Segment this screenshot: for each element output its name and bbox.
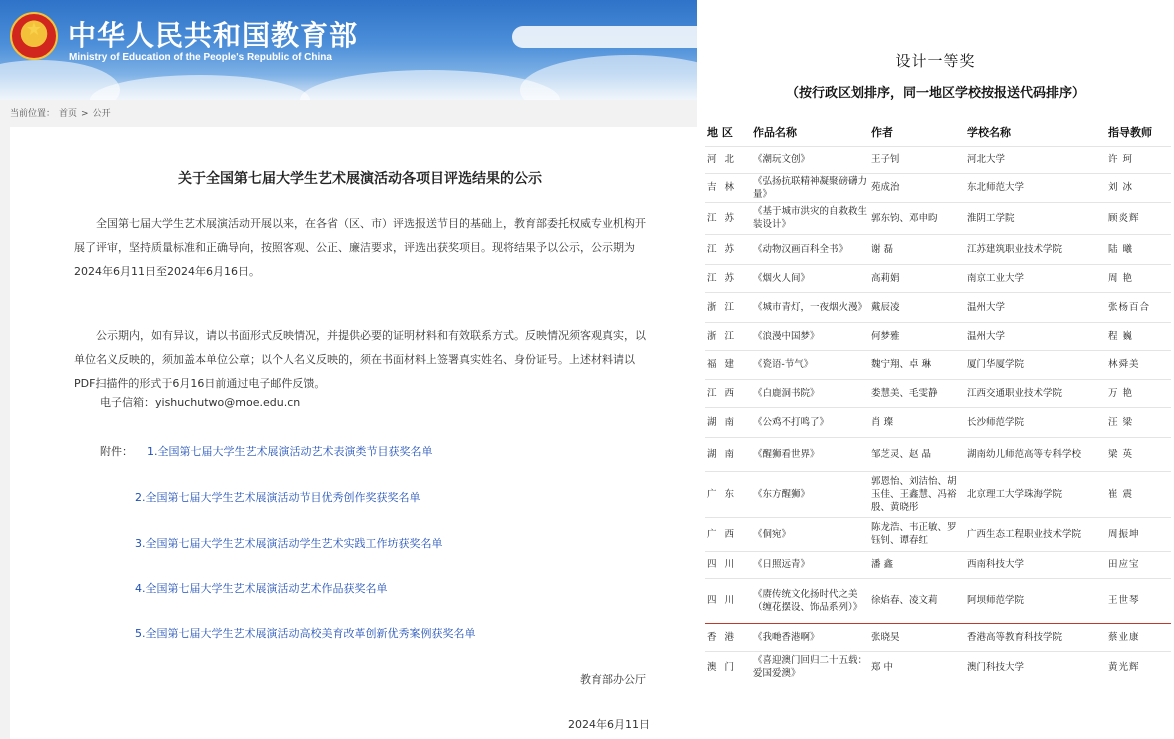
- table-row: [705, 292, 1171, 322]
- breadcrumb-home-link[interactable]: 首页: [59, 109, 78, 119]
- cell-school: 厦门华厦学院: [965, 350, 1106, 379]
- header-region: 地 区: [707, 125, 733, 139]
- cell-school: 南京工业大学: [965, 264, 1106, 292]
- table-row: [705, 551, 1171, 578]
- cell-mentor: 田应宝: [1106, 551, 1171, 578]
- cell-work: 《城市青灯，一夜烟火漫》: [751, 292, 869, 322]
- notice-paragraph-1: 全国第七届大学生艺术展演活动开展以来，在各省（区、市）评选报送节目的基础上，教育部委托权威专业机构开展了评审，坚持质量标准和正确导向，按照客观、公正、廉洁要求，评选出获奖项目。现将结果予以公示，公示期为2024年6月11日至2024年6月16日。: [74, 217, 646, 278]
- cell-region: 香港: [705, 623, 751, 651]
- award-title: 设计一等奖: [895, 52, 976, 70]
- cell-author: 何梦雅: [869, 322, 965, 350]
- table-row: [705, 264, 1171, 292]
- cell-mentor: 顾炎辉: [1106, 202, 1171, 234]
- cell-author: 魏宁翔、卓 琳: [869, 350, 965, 379]
- cell-region: 吉林: [705, 173, 751, 202]
- cell-author: 娄慧美、毛雯静: [869, 379, 965, 407]
- cell-author: 戴辰凌: [869, 292, 965, 322]
- header-mentor: 指导教师: [1108, 125, 1152, 139]
- cell-region: 四川: [705, 551, 751, 578]
- cell-school: 湖南幼儿师范高等专科学校: [965, 437, 1106, 471]
- cell-work: 《我哋香港啊》: [751, 623, 869, 651]
- cell-school: 澳门科技大学: [965, 651, 1106, 683]
- cell-author: 王子钊: [869, 146, 965, 173]
- attachment-link-2[interactable]: 2.全国第七届大学生艺术展演活动节目优秀创作奖获奖名单: [135, 491, 421, 504]
- cell-author: 肖 璨: [869, 407, 965, 437]
- cell-author: 郑 中: [869, 651, 965, 683]
- cell-region: 江西: [705, 379, 751, 407]
- cell-author: 陈龙浩、韦正敏、罗钰钊、谭春红: [869, 517, 965, 551]
- cell-school: 北京理工大学珠海学院: [965, 471, 1106, 517]
- table-row: [705, 471, 1171, 517]
- cell-school: 河北大学: [965, 146, 1106, 173]
- cell-region: 四川: [705, 578, 751, 623]
- cell-work: 《醒狮看世界》: [751, 437, 869, 471]
- cell-region: 福建: [705, 350, 751, 379]
- breadcrumb-separator: >: [81, 109, 89, 119]
- header-school: 学校名称: [967, 125, 1011, 139]
- cell-region: 浙江: [705, 322, 751, 350]
- cell-author: 高莉娟: [869, 264, 965, 292]
- attachment-link-4[interactable]: 4.全国第七届大学生艺术展演活动艺术作品获奖名单: [135, 582, 388, 595]
- attachment-link-1[interactable]: 1.全国第七届大学生艺术展演活动艺术表演类节目获奖名单: [147, 445, 433, 458]
- cell-mentor: 林舜美: [1106, 350, 1171, 379]
- table-row: [705, 202, 1171, 234]
- cell-mentor: 崔 震: [1106, 471, 1171, 517]
- cell-mentor: 梁 英: [1106, 437, 1171, 471]
- cell-region: 江苏: [705, 202, 751, 234]
- ministry-banner: [0, 0, 697, 100]
- breadcrumb: [10, 106, 115, 119]
- cell-author: 徐焰春、凌文莉: [869, 578, 965, 623]
- cell-work: 《潮玩文创》: [751, 146, 869, 173]
- cell-work: 《浪漫中国梦》: [751, 322, 869, 350]
- cell-region: 江苏: [705, 234, 751, 264]
- cell-work: 《瓷语-节气》: [751, 350, 869, 379]
- award-list-panel: [697, 0, 1174, 739]
- cell-region: 广西: [705, 517, 751, 551]
- cell-author: 邹芝灵、赵 晶: [869, 437, 965, 471]
- cell-mentor: 王世琴: [1106, 578, 1171, 623]
- cell-region: 河北: [705, 146, 751, 173]
- cell-author: 郭东钧、邓申昀: [869, 202, 965, 234]
- ministry-name-cn[interactable]: 中华人民共和国教育部: [68, 19, 359, 52]
- cell-school: 东北师范大学: [965, 173, 1106, 202]
- table-row: [705, 407, 1171, 437]
- header-author: 作者: [871, 125, 893, 139]
- breadcrumb-current[interactable]: 公开: [92, 109, 111, 119]
- page-title: 关于全国第七届大学生艺术展演活动各项目评选结果的公示: [178, 171, 542, 187]
- cell-author: 郭恩怡、刘洁怡、胡玉佳、王鑫慧、冯裕殷、黄晓彤: [869, 471, 965, 517]
- article-card: [10, 127, 697, 739]
- table-row: [705, 146, 1171, 173]
- award-table: [705, 118, 1171, 683]
- contact-email: 电子信箱：yishuchutwo@moe.edu.cn: [100, 396, 301, 409]
- search-input[interactable]: [512, 26, 697, 48]
- cell-mentor: 刘 冰: [1106, 173, 1171, 202]
- cell-mentor: 陆 曦: [1106, 234, 1171, 264]
- table-row: [705, 322, 1171, 350]
- cell-school: 长沙师范学院: [965, 407, 1106, 437]
- cell-work: 《赓传统文化扬时代之美（缠花摆设、饰品系列）》: [751, 578, 869, 623]
- table-row: [705, 437, 1171, 471]
- table-header-row: [705, 118, 1171, 146]
- cell-author: 谢 磊: [869, 234, 965, 264]
- cell-author: 苑成治: [869, 173, 965, 202]
- cell-mentor: 周振坤: [1106, 517, 1171, 551]
- table-row: [705, 379, 1171, 407]
- cell-region: 广东: [705, 471, 751, 517]
- cell-school: 温州大学: [965, 322, 1106, 350]
- table-row: [705, 517, 1171, 551]
- attachment-link-3[interactable]: 3.全国第七届大学生艺术展演活动学生艺术实践工作坊获奖名单: [135, 537, 443, 550]
- cell-work: 《基于城市洪灾的自救救生装设计》: [751, 202, 869, 234]
- cell-mentor: 万 艳: [1106, 379, 1171, 407]
- cell-region: 澳门: [705, 651, 751, 683]
- cell-author: 潘 鑫: [869, 551, 965, 578]
- table-row: [705, 173, 1171, 202]
- cell-region: 湖南: [705, 407, 751, 437]
- cell-work: 《白鹿洞书院》: [751, 379, 869, 407]
- cell-mentor: 蔡业康: [1106, 623, 1171, 651]
- award-subtitle: （按行政区划排序，同一地区学校按报送代码排序）: [785, 86, 1085, 101]
- header-work: 作品名称: [753, 125, 797, 139]
- cell-school: 阿坝师范学院: [965, 578, 1106, 623]
- cell-region: 浙江: [705, 292, 751, 322]
- table-row: [705, 350, 1171, 379]
- national-emblem-icon[interactable]: ★: [10, 12, 58, 60]
- cell-school: 江西交通职业技术学院: [965, 379, 1106, 407]
- cell-mentor: 程 巍: [1106, 322, 1171, 350]
- table-row: [705, 578, 1171, 623]
- cell-work: 《弘扬抗联精神凝聚磅礴力量》: [751, 173, 869, 202]
- cell-work: 《东方醒狮》: [751, 471, 869, 517]
- attachments-label: 附件：: [100, 445, 133, 458]
- cell-work: 《喜迎澳门回归二十五载：爱国爱澳》: [751, 651, 869, 683]
- table-row: [705, 651, 1171, 683]
- cell-work: 《公鸡不打鸣了》: [751, 407, 869, 437]
- signer: 教育部办公厅: [580, 673, 646, 686]
- cell-author: 张晓昊: [869, 623, 965, 651]
- cell-mentor: 汪 梁: [1106, 407, 1171, 437]
- cell-work: 《动物汉画百科全书》: [751, 234, 869, 264]
- cell-work: 《侗宛》: [751, 517, 869, 551]
- cell-school: 香港高等教育科技学院: [965, 623, 1106, 651]
- ministry-name-en: Ministry of Education of the People's Republic of China: [69, 52, 332, 63]
- cell-school: 温州大学: [965, 292, 1106, 322]
- cell-school: 西南科技大学: [965, 551, 1106, 578]
- cell-mentor: 许 珂: [1106, 146, 1171, 173]
- cell-school: 淮阴工学院: [965, 202, 1106, 234]
- breadcrumb-label: 当前位置：: [10, 109, 56, 119]
- cell-school: 广西生态工程职业技术学院: [965, 517, 1106, 551]
- table-row: [705, 623, 1171, 651]
- cell-mentor: 黄光辉: [1106, 651, 1171, 683]
- cell-mentor: 周 艳: [1106, 264, 1171, 292]
- cell-region: 江苏: [705, 264, 751, 292]
- attachment-link-5[interactable]: 5.全国第七届大学生艺术展演活动高校美育改革创新优秀案例获奖名单: [135, 627, 476, 640]
- publish-date: 2024年6月11日: [568, 718, 650, 731]
- notice-paragraph-2: 公示期内，如有异议，请以书面形式反映情况，并提供必要的证明材料和有效联系方式。反映情况须客观真实，以单位名义反映的，须加盖本单位公章；以个人名义反映的，须在书面材料上签署真实姓名、身份证号。上述材料请以PDF扫描件的形式于6月16日前通过电子邮件反馈。: [74, 329, 646, 390]
- cell-school: 江苏建筑职业技术学院: [965, 234, 1106, 264]
- table-row: [705, 234, 1171, 264]
- cell-work: 《烟火人间》: [751, 264, 869, 292]
- cell-work: 《日照远青》: [751, 551, 869, 578]
- cell-region: 湖南: [705, 437, 751, 471]
- cell-mentor: 张杨百合: [1106, 292, 1171, 322]
